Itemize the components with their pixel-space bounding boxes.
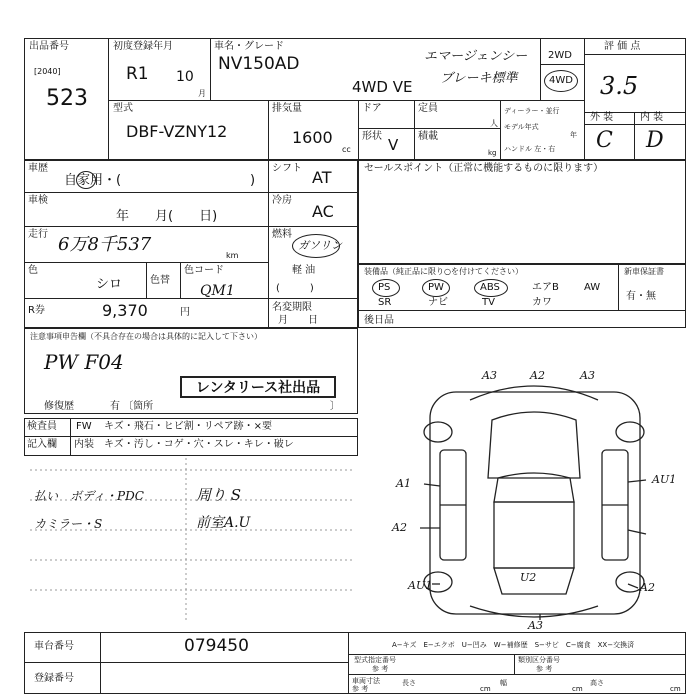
mileage-unit: km: [226, 251, 239, 260]
rental-lease-stamp: レンタリース社出品: [180, 376, 336, 398]
width-label: 幅: [500, 679, 507, 687]
lot-sub: [2040]: [34, 67, 61, 76]
front-bumper: [470, 386, 598, 400]
damage-right-quarter: A2: [640, 581, 655, 594]
drive-4wd: 4WD: [549, 75, 573, 86]
height-label: 高さ: [590, 679, 604, 687]
damage-roof-rear: U2: [520, 571, 537, 584]
load-label: 積載: [418, 131, 438, 142]
history-value: 自家用・(: [64, 173, 122, 188]
recycle-label: R券: [28, 305, 45, 316]
ac-label: 冷房: [272, 195, 292, 206]
grade: 4WD VE: [352, 78, 413, 96]
rear-seat-label: 後日品: [364, 315, 394, 326]
type-value: DBF-VZNY12: [126, 122, 228, 141]
remark-1-left: 払い ボディ・PDC: [34, 489, 144, 503]
damage-rear: A3: [528, 619, 543, 632]
handle-label: ハンドル 左・右: [504, 145, 556, 153]
inspection-value: 年 月( 日): [116, 209, 218, 224]
shift-value: AT: [312, 168, 332, 187]
history-label: 車歴: [28, 163, 48, 174]
handwritten-note-1: エマージェンシー: [424, 49, 528, 64]
interior-check-items: キズ・汚し・コゲ・穴・スレ・キレ・破レ: [104, 439, 294, 450]
damage-left-front: A1: [396, 477, 411, 490]
damage-legend: A−キズ E−エクボ U−凹み W−補修歴 S−サビ C−腐食 XX−交換済: [392, 641, 635, 649]
remark-2-left: カミラー・S: [34, 517, 103, 531]
ac-value: AC: [312, 202, 334, 221]
type-label: 型式: [113, 103, 133, 114]
displacement-label: 排気量: [272, 103, 302, 114]
mileage-label: 走行: [28, 229, 48, 240]
damage-front-right: A3: [580, 369, 595, 382]
class-no-label: 類別区分番号: [518, 656, 560, 664]
damage-right-front: AU1: [652, 473, 677, 486]
shape-label: 形状: [362, 131, 382, 142]
transfer-label: 名変期限: [272, 302, 312, 313]
warranty-label: 新車保証書: [624, 267, 664, 276]
fw-label: FW: [76, 421, 92, 432]
color-code-label: 色コード: [184, 265, 224, 276]
equipment-label: 装備品（純正品に限り○を付けてください）: [364, 267, 523, 276]
color-change-label: 色替: [150, 275, 170, 286]
handwritten-note-2: ブレーキ標準: [440, 71, 518, 86]
form-designation-label: 型式指定番号: [354, 656, 396, 664]
equip-tv: TV: [482, 297, 495, 308]
transfer-value: 月 日: [278, 315, 318, 326]
inspection-label: 車検: [28, 195, 48, 206]
frame-no-value: 079450: [184, 636, 249, 656]
displacement-unit: cc: [342, 145, 351, 154]
exterior-label: 外 装: [590, 112, 614, 123]
roof: [494, 502, 574, 568]
reference-label-2: 参 考: [536, 665, 553, 673]
reference-label-3: 参 考: [352, 685, 369, 693]
first-reg-era: R1: [126, 64, 149, 84]
inspector-label-2: 記入欄: [27, 439, 57, 450]
frame-no-label: 車台番号: [34, 641, 74, 652]
shift-label: シフト: [272, 163, 302, 174]
equip-aw: AW: [584, 282, 601, 293]
capacity-label: 定員: [418, 103, 438, 114]
shape-value: V: [388, 136, 399, 154]
dealer-label: ディーラー・並行: [504, 107, 560, 115]
lot-label: 出品番号: [29, 41, 69, 52]
equip-airbag: エアB: [532, 282, 559, 293]
equip-leather: カワ: [532, 297, 552, 308]
drive-2wd: 2WD: [548, 50, 572, 61]
year-unit: 年: [570, 131, 577, 139]
front-left-wheel: [424, 422, 452, 442]
month-unit: 月: [198, 89, 206, 98]
repair-close: 〕: [330, 401, 340, 412]
fuel-value: ガソリン: [298, 239, 342, 252]
load-unit: kg: [488, 149, 497, 157]
damage-front-left: A3: [482, 369, 497, 382]
score-value: 3.5: [600, 72, 639, 100]
first-reg-month: 10: [176, 69, 194, 85]
remark-1-right: 周り S: [196, 486, 242, 504]
recycle-value: 9,370: [102, 301, 148, 320]
interior-check-label: 内装: [74, 439, 94, 450]
interior-label: 内 装: [640, 112, 664, 123]
interior-score: D: [646, 128, 664, 153]
equip-ps: PS: [378, 282, 391, 293]
color-label: 色: [28, 265, 38, 276]
door-label: ドア: [362, 103, 382, 114]
hood: [488, 412, 580, 478]
registration-label: 登録番号: [34, 673, 74, 684]
equip-pw: PW: [428, 282, 444, 293]
model-year-label: モデル年式: [504, 123, 539, 131]
model-name: NV150AD: [218, 54, 300, 74]
width-unit: cm: [572, 685, 583, 693]
fuel-alt: 軽 油: [292, 265, 316, 276]
fuel-label: 燃料: [272, 229, 292, 240]
height-unit: cm: [670, 685, 681, 693]
length-unit: cm: [480, 685, 491, 693]
lot-number: 523: [46, 86, 88, 111]
notes-label: 注意事項申告欄（不具合存在の場合は具体的に記入して下さい）: [30, 332, 262, 341]
score-label: 評 価 点: [604, 41, 641, 52]
rear-bumper: [470, 606, 598, 617]
remark-2-right: 前室A.U: [196, 515, 251, 531]
fuel-paren: ( ): [276, 283, 314, 294]
damage-front-center: A2: [530, 369, 545, 382]
notes-handwritten: PW F04: [44, 350, 124, 374]
repair-label: 修復歴: [44, 401, 74, 412]
fw-items: キズ・飛石・ヒビ割・リペア跡・×要: [104, 421, 272, 432]
model-label: 車名・グレード: [214, 41, 284, 52]
repair-value: 有 〔箇所: [110, 401, 154, 412]
sales-point-label: セールスポイント（正常に機能するものに限ります）: [364, 163, 604, 174]
displacement-value: 1600: [292, 128, 333, 147]
warranty-value: 有・無: [626, 291, 656, 302]
equip-sr: SR: [378, 297, 392, 308]
equip-navi: ナビ: [428, 297, 448, 308]
history-close: ): [250, 173, 256, 188]
size-label: 車両寸法: [352, 677, 380, 685]
inspector-label-1: 検査員: [27, 421, 57, 432]
length-label: 長さ: [402, 679, 416, 687]
capacity-unit: 人: [490, 119, 498, 128]
color-code-value: QM1: [200, 283, 235, 299]
damage-left-quarter: AU1: [408, 579, 433, 592]
equip-abs: ABS: [480, 282, 500, 293]
mileage-value: 6万8千537: [58, 234, 152, 255]
first-reg-label: 初度登録年月: [113, 41, 173, 52]
color-value: シロ: [96, 277, 123, 292]
recycle-unit: 円: [180, 307, 190, 318]
exterior-score: C: [596, 128, 613, 153]
damage-left-rear: A2: [392, 521, 407, 534]
reference-label-1: 参 考: [372, 665, 389, 673]
